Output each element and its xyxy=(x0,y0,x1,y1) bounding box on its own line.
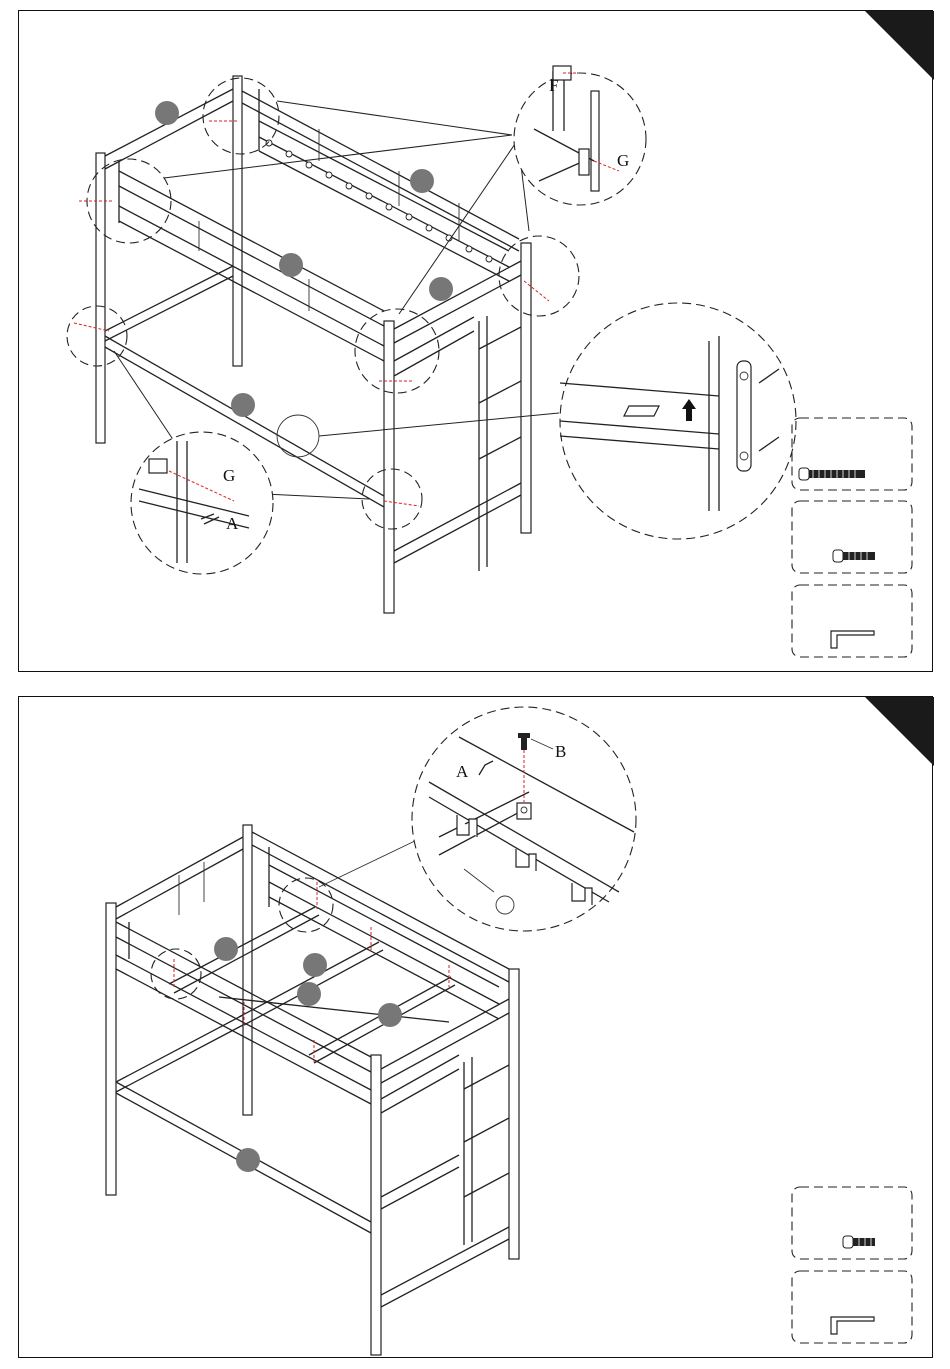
part-badge xyxy=(236,1148,260,1172)
detail-circle xyxy=(279,878,333,932)
label-g-bottom: G xyxy=(223,466,236,485)
part-badge xyxy=(214,937,238,961)
slat-bracket-detail-zoom xyxy=(560,303,796,539)
detail-circle xyxy=(499,236,579,316)
detail-circle xyxy=(355,309,439,393)
detail-circle xyxy=(203,78,279,154)
part-badge xyxy=(410,169,434,193)
bracket-detail-zoom xyxy=(514,66,646,205)
rail-joint-detail-zoom xyxy=(131,432,273,574)
detail-circle xyxy=(87,159,171,243)
part-badge xyxy=(378,1003,402,1027)
step-1-illustration xyxy=(19,11,934,673)
step-2-illustration xyxy=(19,697,934,1359)
step-corner-marker xyxy=(865,11,934,80)
leader-line xyxy=(319,839,419,887)
detail-circle xyxy=(151,949,201,999)
parts-tray xyxy=(792,418,912,657)
step-1-panel xyxy=(18,10,933,672)
label-a: A xyxy=(226,514,239,533)
part-badge xyxy=(297,982,321,1006)
label-f: F xyxy=(549,76,559,95)
part-badge xyxy=(231,393,255,417)
part-badge xyxy=(279,253,303,277)
part-badge xyxy=(303,953,327,977)
detail-circle xyxy=(362,469,422,529)
label-b: B xyxy=(555,742,567,761)
part-badge xyxy=(429,277,453,301)
step-2-panel xyxy=(18,696,933,1358)
label-a: A xyxy=(456,762,469,781)
detail-circle xyxy=(277,415,319,457)
step-corner-marker xyxy=(865,697,934,766)
label-g-top: G xyxy=(617,151,630,170)
part-badge xyxy=(155,101,179,125)
